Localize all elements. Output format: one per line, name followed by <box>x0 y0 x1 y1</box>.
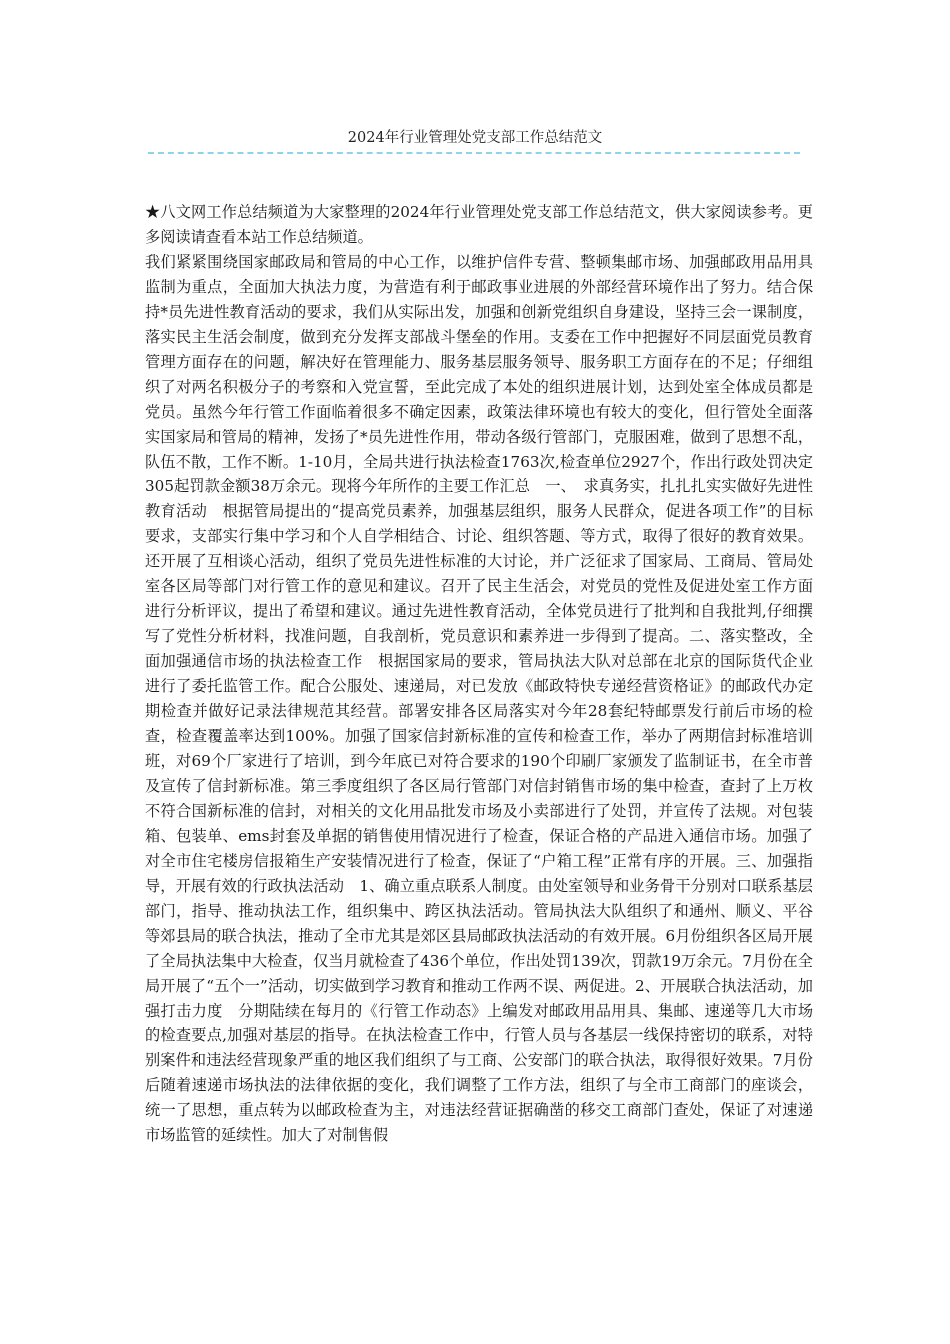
document-body <box>145 200 813 1148</box>
main-paragraph: 我们紧紧围绕国家邮政局和管局的中心工作，以维护信件专营、整顿集邮市场、加强邮政用品用具监制为重点，全面加大执法力度，为营造有利于邮政事业进展的外部经营环境作出了努力。结合保持*员先进性教育活动的要求，我们从实际出发，加强和创新党组织自身建设，坚持三会一课制度，落实民主生活会制度，做到充分发挥支部战斗堡垒的作用。支委在工作中把握好不同层面党员教育管理方面存在的问题，解决好在管理能力、服务基层服务领导、服务职工方面存在的不足；仔细组织了对两名积极分子的考察和入党宣誓，至此完成了本处的组织进展计划，达到处室全体成员都是党员。虽然今年行管工作面临着很多不确定因素，政策法律环境也有较大的变化，但行管处全面落实国家局和管局的精神，发扬了*员先进性作用，带动各级行管部门，克服困难，做到了思想不乱，队伍不散，工作不断。1-10月，全局共进行执法检查1763次,检查单位2927个，作出行政处罚决定305起罚款金额38万余元。现将今年所作的主要工作汇总 一、 求真务实，扎扎扎实实做好先进性教育活动 根据管局提出的“提高党员素养，加强基层组织，服务人民群众，促进各项工作”的目标要求，支部实行集中学习和个人自学相结合、讨论、组织答题、等方式，取得了很好的教育效果。还开展了互相谈心活动，组织了党员先进性标准的大讨论，并广泛征求了国家局、工商局、管局处室各区局等部门对行管工作的意见和建议。召开了民主生活会，对党员的党性及促进处室工作方面进行分析评议，提出了希望和建议。通过先进性教育活动，全体党员进行了批判和自我批判,仔细撰写了党性分析材料，找准问题，自我剖析，党员意识和素养进一步得到了提高。二、落实整改，全面加强通信市场的执法检查工作 根据国家局的要求，管局执法大队对总部在北京的国际货代企业进行了委托监管工作。配合公服处、速递局，对已发放《邮政特快专递经营资格证》的邮政代办定期检查并做好记录法律规范其经营。部署安排各区局落实对今年28套纪特邮票发行前后市场的检查，检查覆盖率达到100%。加强了国家信封新标准的宣传和检查工作，举办了两期信封标准培训班，对69个厂家进行了培训，到今年底已对符合要求的190个印刷厂家颁发了监制证书，在全市普及宣传了信封新标准。第三季度组织了各区局行管部门对信封销售市场的集中检查，查封了上万枚不符合国新标准的信封，对相关的文化用品批发市场及小卖部进行了处罚，并宣传了法规。对包装箱、包装单、ems封套及单据的销售使用情况进行了检查，保证合格的产品进入通信市场。加强了对全市住宅楼房信报箱生产安装情况进行了检查，保证了“户箱工程”正常有序的开展。三、加强指导，开展有效的行政执法活动 1、确立重点联系人制度。由处室领导和业务骨干分别对口联系基层部门，指导、推动执法工作，组织集中、跨区执法活动。管局执法大队组织了和通州、顺义、平谷等郊县局的联合执法，推动了全市尤其是郊区县局邮政执法活动的有效开展。6月份组织各区局开展了全局执法集中大检查，仅当月就检查了436个单位，作出处罚139次，罚款19万余元。7月份在全局开展了“五个一”活动，切实做到学习教育和推动工作两不误、两促进。2、开展联合执法活动，加强打击力度 分期陆续在每月的《行管工作动态》上编发对邮政用品用具、集邮、速递等几大市场的检查要点,加强对基层的指导。在执法检查工作中，行管人员与各基层一线保持密切的联系，对特别案件和违法经营现象严重的地区我们组织了与工商、公安部门的联合执法，取得很好效果。7月份后随着速递市场执法的法律依据的变化，我们调整了工作方法，组织了与全市工商部门的座谈会，统一了思想，重点转为以邮政检查为主，对违法经营证据确凿的移交工商部门查处，保证了对速递市场监管的延续性。加大了对制售假 <box>145 252 813 1145</box>
title-divider <box>148 152 800 154</box>
document-title: 2024年行业管理处党支部工作总结范文 <box>347 130 603 146</box>
intro-paragraph: ★八文网工作总结频道为大家整理的2024年行业管理处党支部工作总结范文，供大家阅读参考。更多阅读请查看本站工作总结频道。 <box>145 203 813 246</box>
